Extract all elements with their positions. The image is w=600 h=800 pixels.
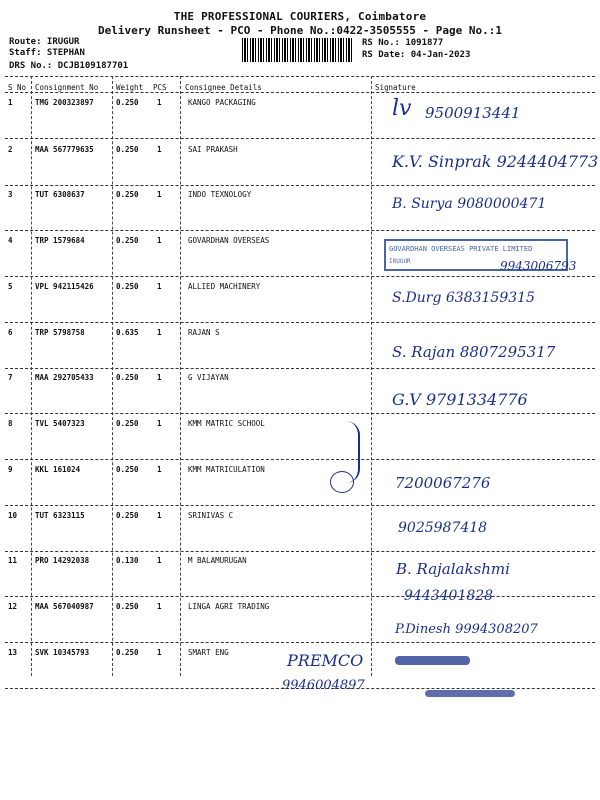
signature-text: B. Surya 9080000471 [392,196,547,212]
stamp-text: GOVARDHAN OVERSEAS PRIVATE LIMITED [389,245,533,253]
row-weight: 0.250 [116,282,139,291]
runsheet-subtitle: Delivery Runsheet - PCO - Phone No.:0422-3505555 - Page No.:1 [98,24,502,37]
row-consignment-number: TVL 5407323 [35,419,85,428]
premco-phone: 9946004897 [282,678,365,693]
row-consignee: SAI PRAKASH [188,145,238,154]
column-header: Weight [116,83,144,92]
column-divider [180,76,181,676]
row-consignment-number: TRP 1579684 [35,236,85,245]
row-serial-number: 2 [8,145,13,154]
row-serial-number: 1 [8,98,13,107]
row-separator [5,551,595,552]
row-weight: 0.250 [116,465,139,474]
barcode-image [242,38,354,62]
company-title: THE PROFESSIONAL COURIERS, Coimbatore [173,10,427,23]
row-consignee: RAJAN S [188,328,220,337]
row-weight: 0.250 [116,602,139,611]
signature-text: K.V. Sinprak 9244404773 [392,152,599,171]
row-weight: 0.250 [116,511,139,520]
row-pieces: 1 [157,373,162,382]
row-weight: 0.250 [116,419,139,428]
row-consignment-number: MAA 292705433 [35,373,94,382]
column-header: S No [8,83,27,92]
row-pieces: 1 [157,602,162,611]
row-consignment-number: KKL 161024 [35,465,81,474]
row-weight: 0.250 [116,648,139,657]
signature-scribble: lv [392,96,412,121]
row-separator [5,138,595,139]
route-label: Route: IRUGUR [9,37,80,47]
row-pieces: 1 [157,556,162,565]
row-separator [5,642,595,643]
row-serial-number: 9 [8,465,13,474]
column-header: PCS [153,83,167,92]
row-consignee: INDO TEXNOLOGY [188,190,252,199]
signature-text: 9025987418 [398,520,488,536]
scribble-out [425,690,515,697]
row-consignment-number: MAA 567040987 [35,602,94,611]
row-weight: 0.250 [116,190,139,199]
row-consignee: SRINIVAS C [188,511,234,520]
column-divider [31,76,32,676]
row-separator [5,322,595,323]
row-weight: 0.250 [116,145,139,154]
signature-text: 9500913441 [425,104,521,122]
row-serial-number: 7 [8,373,13,382]
row-consignment-number: PRO 14292038 [35,556,90,565]
row-consignee: LINGA AGRI TRADING [188,602,270,611]
row-separator [5,596,595,597]
row-separator [5,413,595,414]
signature-text: 9443401828 [404,588,494,604]
header-bottom-rule [5,92,595,93]
row-serial-number: 4 [8,236,13,245]
header-top-rule [5,76,595,77]
row-consignment-number: TMG 200323897 [35,98,94,107]
row-serial-number: 8 [8,419,13,428]
signature-text: 7200067276 [395,474,491,492]
row-consignee: G VIJAYAN [188,373,229,382]
signature-text: S. Rajan 8807295317 [392,343,556,361]
column-header: Consignee Details [185,83,262,92]
row-consignment-number: VPL 942115426 [35,282,94,291]
row-serial-number: 10 [8,511,18,520]
rs-date: RS Date: 04-Jan-2023 [362,50,471,60]
row-serial-number: 11 [8,556,18,565]
drs-number: DRS No.: DCJB109187701 [9,61,129,71]
row-serial-number: 5 [8,282,13,291]
row-consignee: KMM MATRIC SCHOOL [188,419,265,428]
row-serial-number: 6 [8,328,13,337]
row-pieces: 1 [157,282,162,291]
row-separator [5,505,595,506]
circle-mark [330,471,354,493]
row-serial-number: 13 [8,648,18,657]
signature-text: 9943006793 [500,259,577,273]
row-weight: 0.250 [116,373,139,382]
column-divider [112,76,113,676]
row-serial-number: 3 [8,190,13,199]
column-divider [371,76,372,676]
row-pieces: 1 [157,236,162,245]
row-consignee: M BALAMURUGAN [188,556,247,565]
row-separator [5,276,595,277]
row-consignment-number: TRP 5798758 [35,328,85,337]
row-consignee: SMART ENG [188,648,229,657]
row-weight: 0.130 [116,556,139,565]
row-pieces: 1 [157,465,162,474]
row-pieces: 1 [157,419,162,428]
scribble-out [395,656,470,665]
row-consignee: ALLIED MACHINERY [188,282,261,291]
signature-text: S.Durg 6383159315 [392,290,535,306]
row-weight: 0.635 [116,328,139,337]
signature-text: G.V 9791334776 [392,390,528,409]
column-header: Signature [375,83,416,92]
row-consignee: GOVARDHAN OVERSEAS [188,236,270,245]
row-separator [5,185,595,186]
row-separator [5,230,595,231]
row-weight: 0.250 [116,98,139,107]
row-consignment-number: TUT 6323115 [35,511,85,520]
row-consignment-number: SVK 10345793 [35,648,90,657]
staff-label: Staff: STEPHAN [9,48,85,58]
row-separator [5,368,595,369]
column-header: Consignment No [35,83,99,92]
rs-number: RS No.: 1091877 [362,38,444,48]
row-pieces: 1 [157,190,162,199]
signature-text: P.Dinesh 9994308207 [395,622,538,637]
row-consignee: KANGO PACKAGING [188,98,256,107]
signature-text: B. Rajalakshmi [396,560,510,578]
row-pieces: 1 [157,98,162,107]
stamp-subtext: IRUGUR [389,258,411,265]
row-separator [5,459,595,460]
premco-mark: PREMCO [287,651,364,670]
row-pieces: 1 [157,511,162,520]
row-pieces: 1 [157,145,162,154]
row-consignment-number: TUT 6308637 [35,190,85,199]
row-pieces: 1 [157,328,162,337]
row-pieces: 1 [157,648,162,657]
row-serial-number: 12 [8,602,18,611]
row-consignee: KMM MATRICULATION [188,465,265,474]
row-consignment-number: MAA 567779635 [35,145,94,154]
row-weight: 0.250 [116,236,139,245]
